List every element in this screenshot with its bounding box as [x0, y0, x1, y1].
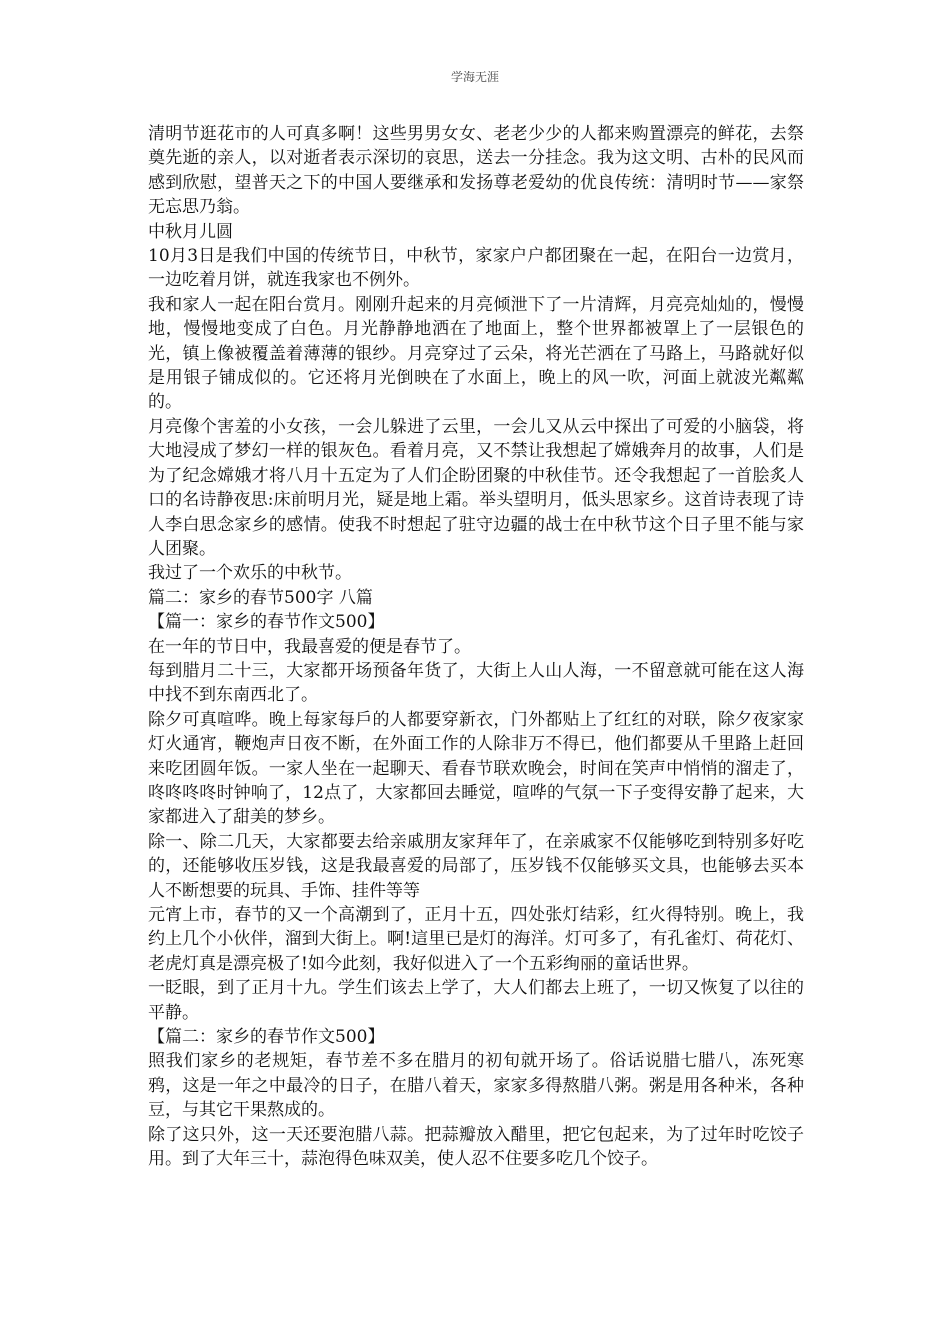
section-heading: 篇二：家乡的春节500字 八篇: [148, 587, 373, 608]
paragraph: 月亮像个害羞的小女孩，一会儿躲进了云里，一会儿又从云中探出了可爱的小脑袋，将大地浸成了梦幻一样的银灰色。看着月亮，又不禁让我想起了嫦娥奔月的故事，人们是为了纪念嫦娥才将八月十五定为了人们企盼团聚的中秋佳节。还令我想起了一首脍炙人口的名诗静夜思:床前明月光，疑是地上霜。举头望明月，低头思家乡。这首诗表现了诗人李白思念家乡的感情。使我不时想起了驻守边疆的战士在中秋节这个日子里不能与家人团聚。: [148, 416, 804, 559]
paragraph: 除了这只外，这一天还要泡腊八蒜。把蒜瓣放入醋里，把它包起来，为了过年时吃饺子用。到了大年三十，蒜泡得色味双美，使人忍不住要多吃几个饺子。: [148, 1124, 804, 1170]
paragraph: 除一、除二几天，大家都要去给亲戚朋友家拜年了，在亲戚家不仅能够吃到特别多好吃的，还能够收压岁钱，这是我最喜爱的局部了，压岁钱不仅能够买文具，也能够去买本人不断想要的玩具、手饰、挂件等等: [148, 831, 804, 901]
paragraph: 每到腊月二十三，大家都开场预备年货了，大街上人山人海，一不留意就可能在这人海中找不到东南西北了。: [148, 660, 804, 706]
page-header: 学海无涯: [450, 70, 499, 84]
paragraph: 在一年的节日中，我最喜爱的便是春节了。: [148, 636, 471, 657]
paragraph: 除夕可真喧哗。晚上每家每戶的人都要穿新衣，门外都贴上了红红的对联，除夕夜家家灯火通宵，鞭炮声日夜不断，在外面工作的人除非万不得已，他们都要从千里路上赶回来吃团圆年饭。一家人坐在一起聊天、看春节联欢晚会，时间在笑声中悄悄的溜走了，咚咚咚咚时钟响了，12点了，大家都回去睡觉，喧哗的气氛一下子变得安静了起来，大家都进入了甜美的梦乡。: [148, 709, 804, 828]
paragraph: 一眨眼，到了正月十九。学生们该去上学了，大人们都去上班了，一切又恢复了以往的平静。: [148, 978, 804, 1023]
paragraph: 我过了一个欢乐的中秋节。: [148, 563, 352, 584]
paragraph: 我和家人一起在阳台赏月。刚刚升起来的月亮倾泄下了一片清辉，月亮亮灿灿的，慢慢地，慢慢地变成了白色。月光静静地洒在了地面上，整个世界都被罩上了一层银色的光，镇上像被覆盖着薄薄的银纱。月亮穿过了云朵，将光芒洒在了马路上，马路就好似是用银子铺成似的。它还将月光倒映在了水面上，晚上的风一吹，河面上就波光粼粼的。: [148, 294, 804, 413]
paragraph: 清明节逛花市的人可真多啊！这些男男女女、老老少少的人都来购置漂亮的鲜花，去祭奠先逝的亲人，以对逝者表示深切的哀思，送去一分挂念。我为这文明、古朴的民风而感到欣慰，望普天之下的中国人要继承和发扬尊老爱幼的优良传统：清明时节——家祭无忘思乃翁。: [148, 124, 804, 218]
section-heading: 中秋月儿圆: [148, 221, 233, 242]
section-heading: 【篇二：家乡的春节作文500】: [148, 1027, 385, 1048]
paragraph: 照我们家乡的老规矩，春节差不多在腊月的初旬就开场了。俗话说腊七腊八，冻死寒鸦，这是一年之中最冷的日子，在腊八着天，家家多得熬腊八粥。粥是用各种米，各种豆，与其它干果熬成的。: [148, 1051, 804, 1121]
paragraph: 10月3日是我们中国的传统节日，中秋节，家家户户都团聚在一起，在阳台一边赏月，一边吃着月饼，就连我家也不例外。: [148, 246, 804, 291]
section-heading: 【篇一：家乡的春节作文500】: [148, 612, 385, 633]
paragraph: 元宵上市，春节的又一个高潮到了，正月十五，四处张灯结彩，红火得特别。晚上，我约上几个小伙伴，溜到大街上。啊!這里已是灯的海洋。灯可多了，有孔雀灯、荷花灯、老虎灯真是漂亮极了!如今此刻，我好似进入了一个五彩绚丽的童话世界。: [148, 905, 804, 974]
document-body: [148, 122, 804, 1171]
